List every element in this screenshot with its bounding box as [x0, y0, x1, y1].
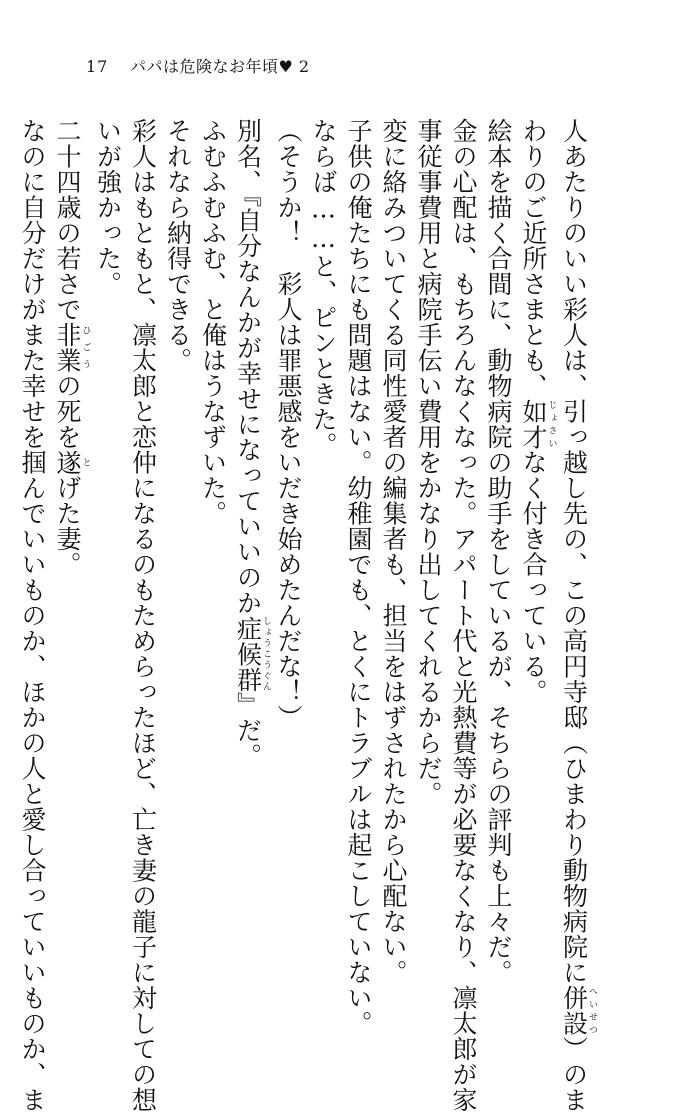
text-line: 金の心配は、もちろんなくなった。アパート代と光熱費等が必要なくなり、凛太郎が家	[449, 118, 478, 1113]
page-header	[0, 52, 697, 82]
ruby-word: 症候群しょうこうぐん	[233, 615, 271, 692]
text-line: （そうか！ 彩人は罪悪感をいだき始めたんだな！）	[274, 118, 303, 730]
text-line: 子供の俺たちにも問題はない。幼稚園でも、とくにトラブルは起こしていない。	[344, 118, 373, 1036]
text-line: 事従事費用と病院手伝い費用をかなり出してくれるからだ。	[414, 118, 443, 807]
running-title: パパは危険なお年頃♥ 2	[130, 57, 310, 76]
text-line: 彩人はもともと、凛太郎と恋仲になるのもためらったほど、亡き妻の龍子に対しての想	[128, 118, 158, 1113]
body-text	[18, 118, 597, 1113]
furigana: ひごう	[80, 322, 91, 373]
ruby-word: 非業ひごう	[53, 322, 91, 373]
ruby-word: 併設へいせつ	[559, 985, 597, 1036]
text-line: 二十四歳の若さで非業ひごうの死を遂とげた妻。	[53, 118, 91, 577]
page-number: 17	[86, 57, 109, 76]
furigana: しょうこうぐん	[261, 615, 271, 692]
text-line: 別名、『自分なんかが幸せになっていいのか症候群しょうこうぐん』だ。	[233, 118, 271, 769]
text-line: 絵本を描く合間に、動物病院の助手をしているが、そちらの評判も上々だ。	[484, 118, 513, 985]
ruby-word: 如才じょさい	[519, 398, 557, 450]
text-line: いが強かった。	[93, 118, 123, 297]
text-line: 変に絡みついてくる同性愛者の編集者も、担当をはずされたから心配ない。	[379, 118, 408, 985]
text-line: ならば……と、ピンときた。	[309, 118, 338, 458]
furigana: へいせつ	[587, 985, 597, 1036]
text-line: 人あたりのいい彩人は、引っ越し先の、この高円寺邸（ひまわり動物病院に併設へいせつ）のま	[559, 118, 597, 1113]
text-line: わりのご近所さまとも、如才じょさいなく付き合っている。	[519, 118, 557, 705]
text-line: なのに自分だけがまた幸せを掴んでいいものか、ほかの人と愛し合っていいものか、ま	[18, 118, 47, 1113]
furigana: と	[80, 449, 91, 475]
text-line: それなら納得できる。	[163, 118, 193, 373]
text-line: ふむふむふむ、と俺はうなずいた。	[198, 118, 228, 526]
ruby-word: 遂と	[53, 449, 91, 475]
furigana: じょさい	[546, 398, 557, 450]
